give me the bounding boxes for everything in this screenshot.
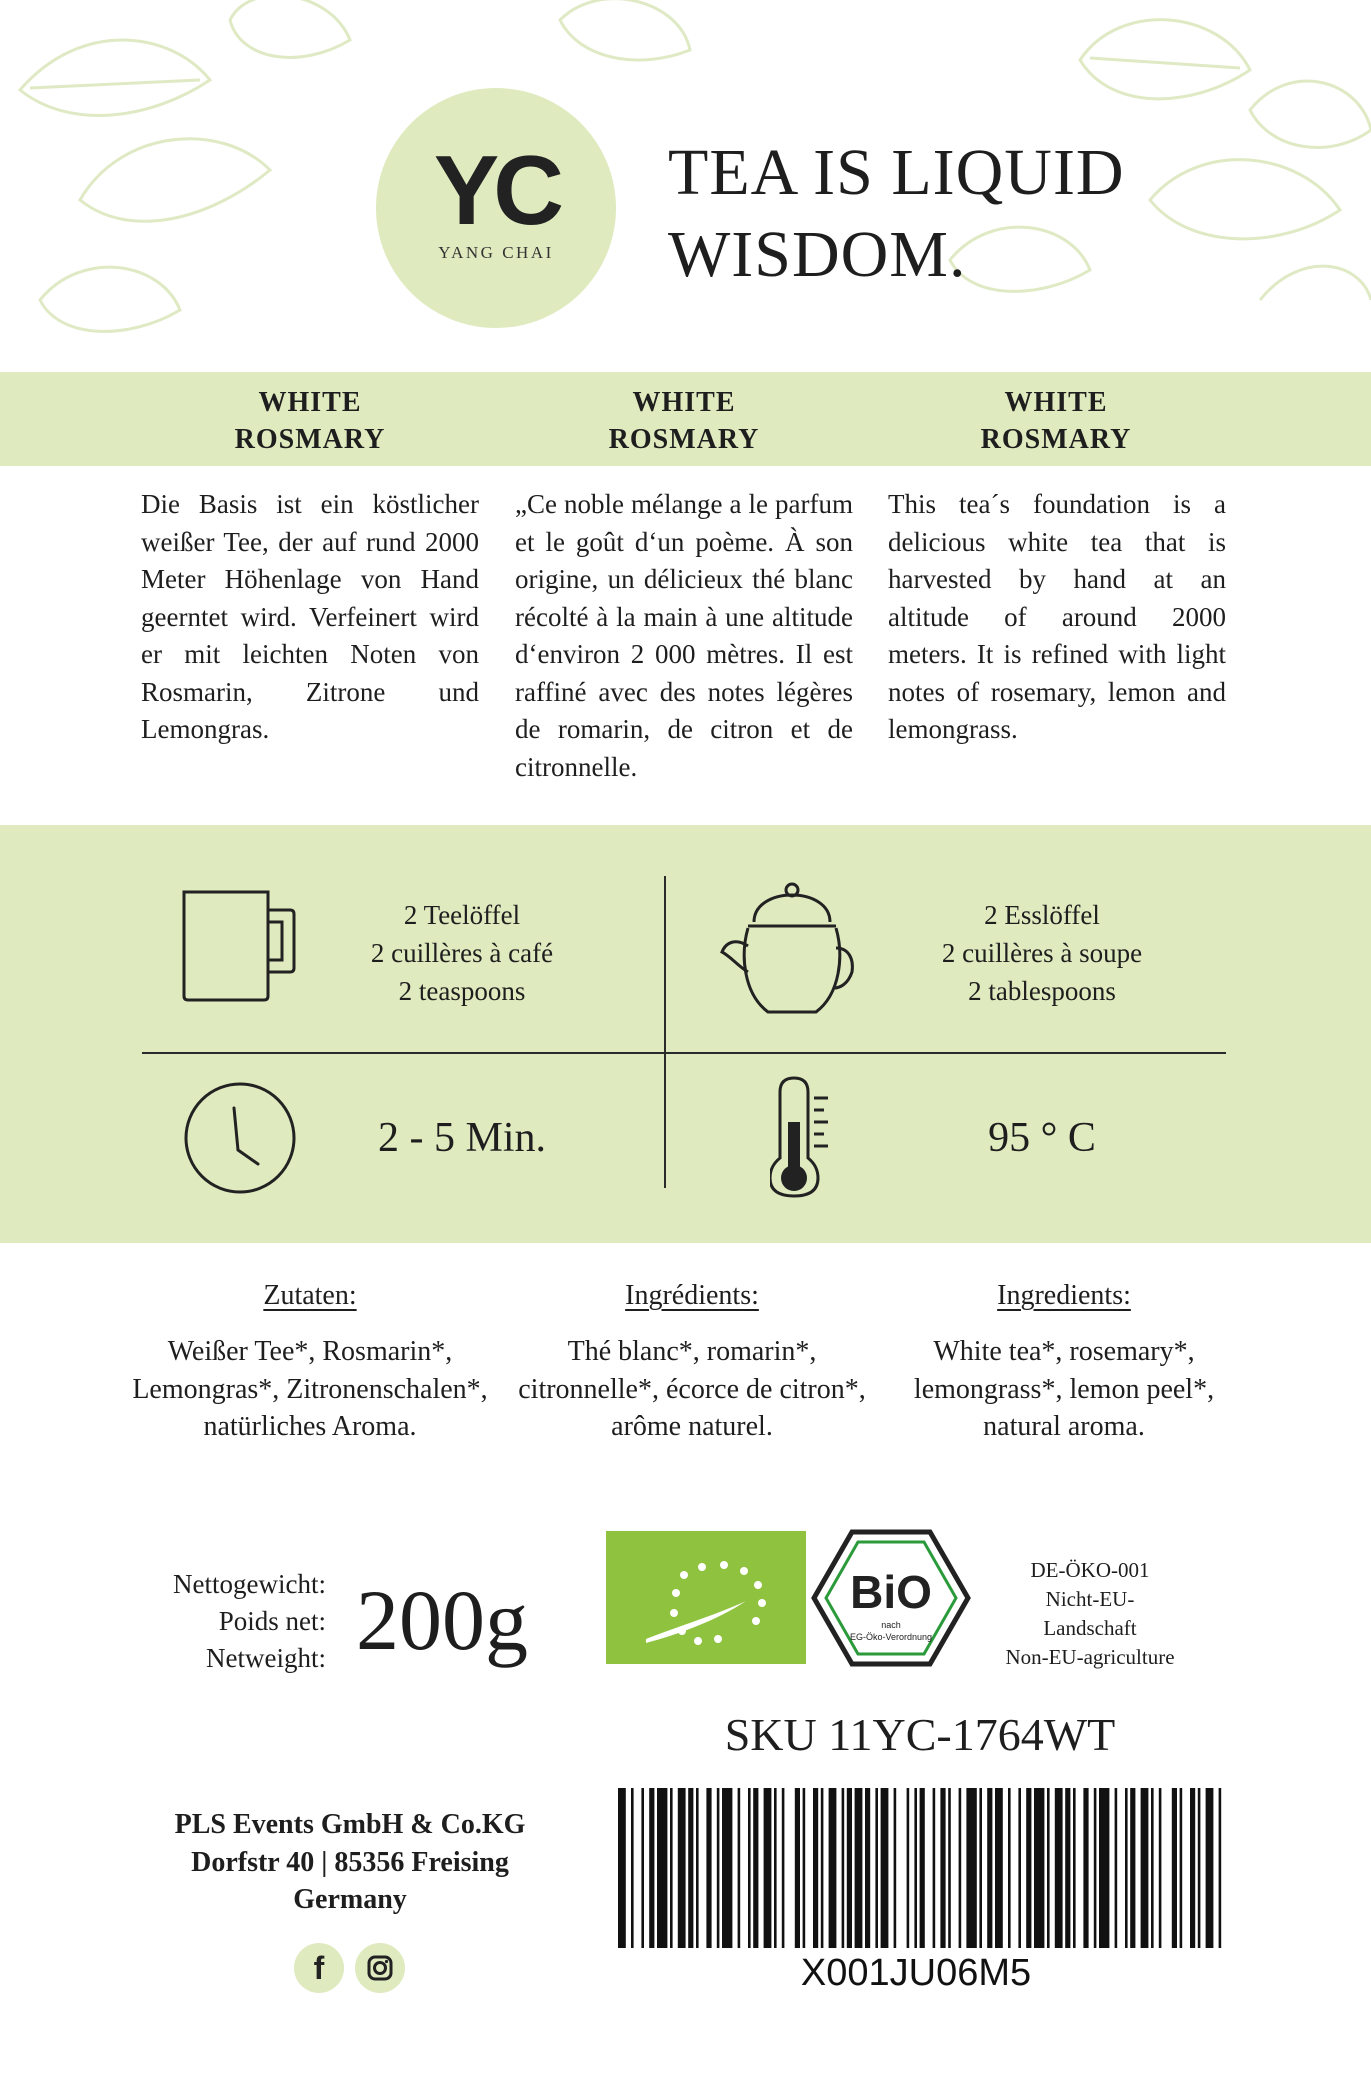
ingredients-title-fr: Ingrédients: [625,1280,759,1311]
mug-icon [178,888,300,1006]
barcode-bar [1159,1788,1162,1948]
bio-seal-small2: EG-Öko-Verordnung [849,1632,933,1642]
barcode-bar [914,1788,917,1948]
barcode-bar [829,1788,837,1948]
barcode-bar [1047,1788,1050,1948]
barcode-bar [894,1788,897,1948]
tea-name-de [130,384,490,458]
barcode-bar [738,1788,741,1948]
brew-divider-vertical [664,876,666,1188]
organic-certification [1000,1556,1180,1672]
barcode-bar [618,1788,626,1948]
eu-organic-logo [606,1531,806,1664]
barcode-bar [670,1788,673,1948]
barcode-bar [722,1788,732,1948]
barcode-bar [803,1788,806,1948]
tea-name-line1: WHITE [1004,387,1108,418]
barcode-bar [764,1788,772,1948]
barcode-bar [933,1788,936,1948]
barcode-bar [1008,1788,1011,1948]
eu-leaf-icon [606,1531,806,1664]
bio-seal-label: BiO [850,1566,932,1618]
steep-time: 2 - 5 Min. [378,1115,546,1161]
pot-amount-fr: 2 cuillères à soupe [941,938,1143,968]
barcode-bar [987,1788,992,1948]
barcode-bar [678,1788,686,1948]
barcode-bar [1190,1788,1195,1948]
description-en: This tea´s foundation is a delicious white tea that is harvested by hand at an altitude of around 2000 meters. It is refined with light notes of rosemary, lemon and lemongrass. [888,489,1226,744]
barcode-bar [881,1788,889,1948]
barcode-bar [1125,1788,1128,1948]
barcode-bar [907,1788,910,1948]
cup-amount-fr: 2 cuillères à café [370,938,554,968]
sku-label: SKU 11YC-1764WT [724,1709,1116,1760]
thermometer-icon [770,1074,834,1200]
barcode-bars [616,1788,1226,1948]
organic-origin-en: Non-EU-agriculture [1005,1645,1175,1669]
tea-name-line2: ROSMARY [234,424,386,455]
barcode-bar [688,1788,693,1948]
tea-name-en [876,384,1236,458]
barcode-bar [657,1788,667,1948]
ingredients-text-de: Weißer Tee*, Rosmarin*, Lemongras*, Zitronenschalen*, natürliches Aroma. [132,1336,488,1442]
tea-name-line1: WHITE [632,387,736,418]
barcode-bar [842,1788,845,1948]
slogan [668,132,1308,296]
brew-divider-horizontal [142,1052,1226,1054]
pot-amount-en: 2 tablespoons [968,976,1116,1006]
barcode-bar [1141,1788,1149,1948]
barcode-bar [1034,1788,1044,1948]
bio-seal-small1: nach [881,1620,901,1630]
organic-origin-de: Nicht-EU-Landschaft [1043,1587,1137,1640]
barcode-bar [948,1788,951,1948]
bio-seal-icon [810,1528,972,1668]
barcode-bar [1065,1788,1070,1948]
barcode-bar [649,1788,654,1948]
ingredients-title-en: Ingredients: [997,1280,1131,1311]
barcode-bar [1151,1788,1154,1948]
ingredients-title-de: Zutaten: [263,1280,357,1311]
barcode-bar [920,1788,925,1948]
barcode-bar [813,1788,818,1948]
barcode-bar [641,1788,644,1948]
barcode-bar [1018,1788,1021,1948]
barcode-bar [979,1788,982,1948]
net-weight-label-de: Nettogewicht: [173,1569,326,1599]
instagram-link[interactable] [355,1943,405,1993]
ingredients-text-fr: Thé blanc*, romarin*, citronnelle*, écorce de citron*, arôme naturel. [518,1336,866,1442]
tea-name-line2: ROSMARY [608,424,760,455]
header [0,0,1371,372]
barcode-bar [1055,1788,1063,1948]
ingredients-text-en: White tea*, rosemary*, lemongrass*, lemon peel*, natural aroma. [913,1336,1215,1442]
cup-amount-de: 2 Teelöffel [403,900,521,930]
barcode-bar [717,1788,720,1948]
barcode-bar [774,1788,777,1948]
tea-name-line2: ROSMARY [980,424,1132,455]
barcode-bar [782,1788,785,1948]
barcode-bar [875,1788,878,1948]
barcode-bar [753,1788,758,1948]
facebook-icon: f [313,1950,325,1986]
barcode-bar [966,1788,976,1948]
barcode-bar [795,1788,800,1948]
barcode-bar [1180,1788,1183,1948]
barcode-bar [1206,1788,1214,1948]
facebook-link[interactable] [294,1943,344,1993]
barcode-bar [1099,1788,1109,1948]
pot-amount [882,896,1202,1010]
barcode-bar [1094,1788,1097,1948]
net-weight-label-fr: Poids net: [218,1606,326,1636]
logo-mark: YC [433,135,559,245]
teapot-icon [718,876,858,1026]
barcode-bar [1083,1788,1088,1948]
barcode-bar [1026,1788,1031,1948]
clock-icon [182,1080,298,1196]
barcode-bar [1172,1788,1177,1948]
slogan-line1: TEA IS LIQUID [668,136,1125,209]
barcode-bar [855,1788,863,1948]
barcode-bar [995,1788,1003,1948]
barcode-bar [1130,1788,1135,1948]
logo-brand-name: YANG CHAI [438,243,554,262]
net-weight-value: 200g [356,1572,528,1668]
instagram-icon [355,1943,405,1993]
barcode-bar [865,1788,870,1948]
barcode-bar [1073,1788,1076,1948]
barcode-bar [940,1788,945,1948]
pot-amount-de: 2 Esslöffel [984,900,1100,930]
cup-amount [302,896,622,1010]
company-country: Germany [293,1884,407,1915]
barcode [616,1788,1226,1958]
barcode-bar [706,1788,711,1948]
company-address [150,1806,550,1919]
description-de: Die Basis ist ein köstlicher weißer Tee, der auf rund 2000 Meter Höhenlage von Hand geerntet wird. Verfeinert wird er mit leichten Noten von Rosmarin, Zitrone und Lemongras. [141,489,479,744]
organic-code: DE-ÖKO-001 [1030,1558,1150,1582]
company-street: Dorfstr 40 | 85356 Freising [191,1846,509,1878]
description-fr: „Ce noble mélange a le parfum et le goût d‘un poème. À son origine, un délicieux thé blanc récolté à la main à une altitude d‘environ 2 000 mètres. Il est raffiné avec des notes légères de romarin, de citron et de citronnelle. [515,489,853,782]
barcode-bar [1219,1788,1222,1948]
company-name: PLS Events GmbH & Co.KG [174,1809,526,1840]
tea-name-fr [504,384,864,458]
barcode-bar [1198,1788,1201,1948]
slogan-line2: WISDOM. [668,218,967,291]
net-weight-labels [116,1566,326,1677]
barcode-bar [821,1788,824,1948]
barcode-bar [631,1788,634,1948]
water-temperature: 95 ° C [988,1115,1096,1161]
barcode-bar [959,1788,962,1948]
tea-name-line1: WHITE [258,387,362,418]
cup-amount-en: 2 teaspoons [398,976,526,1006]
barcode-bar [1115,1788,1118,1948]
barcode-bar [847,1788,852,1948]
net-weight-label-en: Netweight: [206,1643,326,1673]
barcode-bar [696,1788,699,1948]
barcode-bar [748,1788,751,1948]
barcode-number: X001JU06M5 [800,1952,1032,1994]
